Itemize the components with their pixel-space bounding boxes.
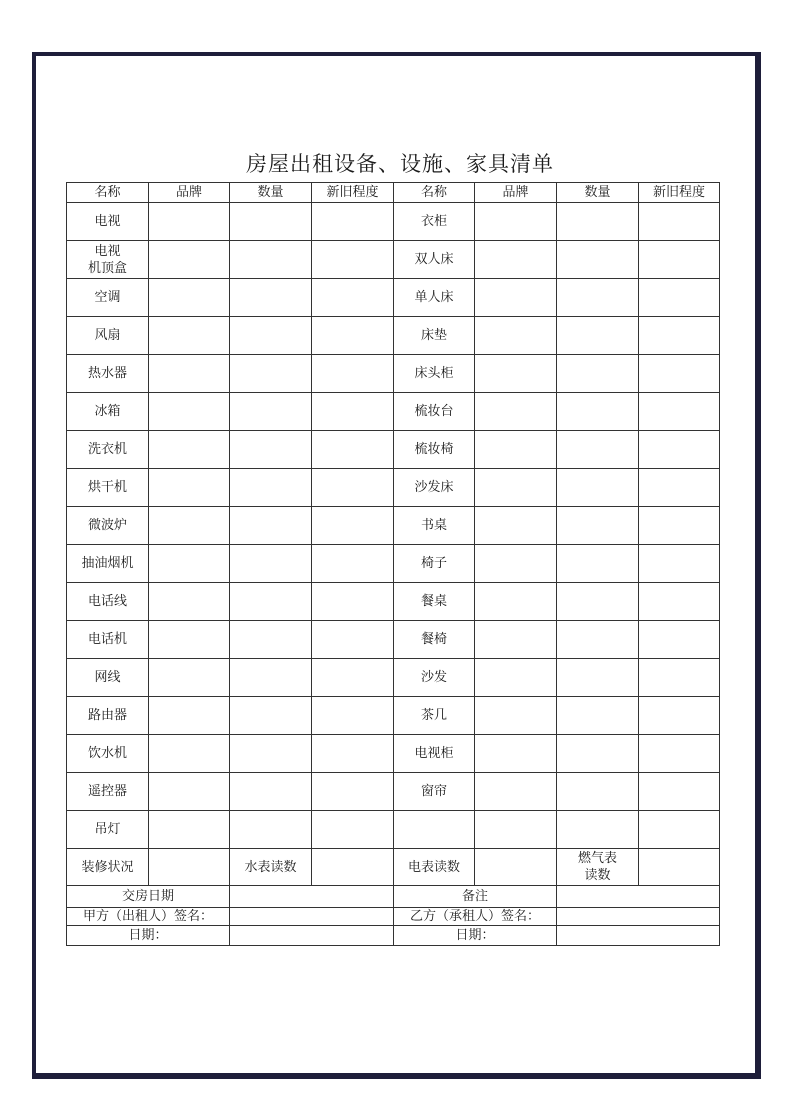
signature-row bbox=[67, 908, 720, 926]
item-name-right: 床垫 bbox=[394, 317, 475, 355]
item-name-right: 窗帘 bbox=[394, 773, 475, 811]
quantity-field[interactable] bbox=[230, 203, 312, 241]
condition-field[interactable] bbox=[312, 393, 394, 431]
condition-field[interactable] bbox=[639, 773, 720, 811]
header-cell: 品牌 bbox=[149, 183, 230, 203]
item-name-left: 遥控器 bbox=[67, 773, 149, 811]
quantity-field[interactable] bbox=[557, 241, 639, 279]
item-name-left: 微波炉 bbox=[67, 507, 149, 545]
brand-field[interactable] bbox=[149, 241, 230, 279]
quantity-field[interactable] bbox=[230, 469, 312, 507]
header-cell: 新旧程度 bbox=[639, 183, 720, 203]
condition-field[interactable] bbox=[639, 317, 720, 355]
quantity-field[interactable] bbox=[230, 735, 312, 773]
condition-field[interactable] bbox=[312, 241, 394, 279]
condition-field[interactable] bbox=[639, 735, 720, 773]
condition-field[interactable] bbox=[312, 583, 394, 621]
brand-field[interactable] bbox=[475, 507, 557, 545]
item-name-right: 床头柜 bbox=[394, 355, 475, 393]
header-cell: 名称 bbox=[67, 183, 149, 203]
condition-field[interactable] bbox=[639, 241, 720, 279]
table-row bbox=[67, 545, 720, 583]
brand-field[interactable] bbox=[475, 545, 557, 583]
header-cell: 新旧程度 bbox=[312, 183, 394, 203]
header-cell: 名称 bbox=[394, 183, 475, 203]
table-row bbox=[67, 203, 720, 241]
header-cell: 数量 bbox=[557, 183, 639, 203]
party-b-date-label: 日期： bbox=[394, 926, 557, 946]
condition-field[interactable] bbox=[639, 279, 720, 317]
quantity-field[interactable] bbox=[230, 583, 312, 621]
table-row bbox=[67, 659, 720, 697]
brand-field[interactable] bbox=[475, 659, 557, 697]
quantity-field[interactable] bbox=[230, 773, 312, 811]
brand-field[interactable] bbox=[149, 545, 230, 583]
quantity-field[interactable] bbox=[557, 659, 639, 697]
date-row bbox=[67, 926, 720, 946]
table-row bbox=[67, 279, 720, 317]
condition-field[interactable] bbox=[312, 735, 394, 773]
table-row bbox=[67, 583, 720, 621]
brand-field[interactable] bbox=[149, 697, 230, 735]
quantity-field[interactable] bbox=[557, 393, 639, 431]
table-row bbox=[67, 317, 720, 355]
condition-field[interactable] bbox=[312, 545, 394, 583]
table-row bbox=[67, 507, 720, 545]
water-meter-field[interactable] bbox=[312, 849, 394, 886]
brand-field[interactable] bbox=[149, 659, 230, 697]
condition-field[interactable] bbox=[312, 469, 394, 507]
quantity-field[interactable] bbox=[557, 773, 639, 811]
item-name-left: 饮水机 bbox=[67, 735, 149, 773]
table-row bbox=[67, 431, 720, 469]
quantity-field[interactable] bbox=[557, 469, 639, 507]
item-name-left: 风扇 bbox=[67, 317, 149, 355]
item-name-left: 网线 bbox=[67, 659, 149, 697]
quantity-field[interactable] bbox=[557, 203, 639, 241]
condition-field[interactable] bbox=[312, 621, 394, 659]
brand-field[interactable] bbox=[149, 735, 230, 773]
electric-meter-field[interactable] bbox=[475, 849, 557, 886]
condition-field[interactable] bbox=[639, 659, 720, 697]
handover-date-field[interactable] bbox=[230, 886, 394, 908]
item-name-left: 抽油烟机 bbox=[67, 545, 149, 583]
item-name-right: 沙发床 bbox=[394, 469, 475, 507]
brand-field[interactable] bbox=[149, 811, 230, 849]
table-row bbox=[67, 241, 720, 279]
item-name-left: 电话线 bbox=[67, 583, 149, 621]
quantity-field[interactable] bbox=[230, 507, 312, 545]
brand-field[interactable] bbox=[149, 431, 230, 469]
item-name-right: 电视柜 bbox=[394, 735, 475, 773]
table-row bbox=[67, 621, 720, 659]
item-name-right: 椅子 bbox=[394, 545, 475, 583]
item-name-left: 烘干机 bbox=[67, 469, 149, 507]
decoration-field[interactable] bbox=[149, 849, 230, 886]
electric-meter-label: 电表读数 bbox=[394, 849, 475, 886]
condition-field[interactable] bbox=[639, 203, 720, 241]
quantity-field[interactable] bbox=[557, 811, 639, 849]
brand-field[interactable] bbox=[475, 469, 557, 507]
condition-field[interactable] bbox=[312, 507, 394, 545]
quantity-field[interactable] bbox=[557, 697, 639, 735]
party-b-signature-field[interactable] bbox=[557, 908, 720, 926]
quantity-field[interactable] bbox=[230, 393, 312, 431]
item-name-left: 冰箱 bbox=[67, 393, 149, 431]
remarks-label: 备注 bbox=[394, 886, 557, 908]
table-row bbox=[67, 811, 720, 849]
table-row bbox=[67, 393, 720, 431]
item-name-left: 吊灯 bbox=[67, 811, 149, 849]
party-a-date-label: 日期： bbox=[67, 926, 230, 946]
gas-meter-label: 燃气表 读数 bbox=[557, 849, 639, 886]
item-name-left: 电视 bbox=[67, 203, 149, 241]
quantity-field[interactable] bbox=[230, 279, 312, 317]
item-name-right: 沙发 bbox=[394, 659, 475, 697]
condition-field[interactable] bbox=[639, 811, 720, 849]
item-name-left: 空调 bbox=[67, 279, 149, 317]
condition-field[interactable] bbox=[639, 469, 720, 507]
brand-field[interactable] bbox=[149, 469, 230, 507]
condition-field[interactable] bbox=[312, 355, 394, 393]
condition-field[interactable] bbox=[639, 355, 720, 393]
brand-field[interactable] bbox=[149, 583, 230, 621]
condition-field[interactable] bbox=[312, 317, 394, 355]
condition-field[interactable] bbox=[639, 431, 720, 469]
header-row bbox=[67, 183, 720, 203]
brand-field[interactable] bbox=[475, 621, 557, 659]
brand-field[interactable] bbox=[475, 393, 557, 431]
item-name-right: 衣柜 bbox=[394, 203, 475, 241]
condition-field[interactable] bbox=[312, 811, 394, 849]
condition-field[interactable] bbox=[639, 621, 720, 659]
item-name-right: 单人床 bbox=[394, 279, 475, 317]
table-row bbox=[67, 355, 720, 393]
brand-field[interactable] bbox=[149, 621, 230, 659]
brand-field[interactable] bbox=[475, 431, 557, 469]
item-name-right: 餐桌 bbox=[394, 583, 475, 621]
brand-field[interactable] bbox=[475, 203, 557, 241]
brand-field[interactable] bbox=[475, 241, 557, 279]
brand-field[interactable] bbox=[149, 355, 230, 393]
quantity-field[interactable] bbox=[230, 697, 312, 735]
quantity-field[interactable] bbox=[230, 659, 312, 697]
party-b-date-field[interactable] bbox=[557, 926, 720, 946]
item-name-right bbox=[394, 811, 475, 849]
brand-field[interactable] bbox=[149, 507, 230, 545]
quantity-field[interactable] bbox=[230, 355, 312, 393]
condition-field[interactable] bbox=[312, 279, 394, 317]
condition-field[interactable] bbox=[639, 697, 720, 735]
table-row bbox=[67, 735, 720, 773]
table-row bbox=[67, 773, 720, 811]
item-name-right: 茶几 bbox=[394, 697, 475, 735]
item-name-left: 电视 机顶盒 bbox=[67, 241, 149, 279]
item-name-right: 餐椅 bbox=[394, 621, 475, 659]
item-name-right: 梳妆台 bbox=[394, 393, 475, 431]
brand-field[interactable] bbox=[475, 583, 557, 621]
item-name-right: 梳妆椅 bbox=[394, 431, 475, 469]
condition-field[interactable] bbox=[312, 697, 394, 735]
condition-field[interactable] bbox=[312, 431, 394, 469]
quantity-field[interactable] bbox=[557, 279, 639, 317]
quantity-field[interactable] bbox=[557, 621, 639, 659]
condition-field[interactable] bbox=[312, 203, 394, 241]
brand-field[interactable] bbox=[475, 773, 557, 811]
quantity-field[interactable] bbox=[557, 507, 639, 545]
item-name-right: 书桌 bbox=[394, 507, 475, 545]
condition-field[interactable] bbox=[639, 583, 720, 621]
quantity-field[interactable] bbox=[557, 355, 639, 393]
condition-field[interactable] bbox=[639, 545, 720, 583]
item-name-left: 热水器 bbox=[67, 355, 149, 393]
condition-field[interactable] bbox=[639, 507, 720, 545]
quantity-field[interactable] bbox=[230, 811, 312, 849]
condition-field[interactable] bbox=[312, 659, 394, 697]
table-row bbox=[67, 469, 720, 507]
gas-meter-field[interactable] bbox=[639, 849, 720, 886]
brand-field[interactable] bbox=[149, 279, 230, 317]
party-b-signature-label: 乙方（承租人）签名： bbox=[394, 908, 557, 926]
header-cell: 品牌 bbox=[475, 183, 557, 203]
quantity-field[interactable] bbox=[230, 317, 312, 355]
item-name-left: 电话机 bbox=[67, 621, 149, 659]
brand-field[interactable] bbox=[475, 317, 557, 355]
brand-field[interactable] bbox=[149, 773, 230, 811]
quantity-field[interactable] bbox=[557, 545, 639, 583]
brand-field[interactable] bbox=[475, 697, 557, 735]
party-a-date-field[interactable] bbox=[230, 926, 394, 946]
brand-field[interactable] bbox=[149, 203, 230, 241]
water-meter-label: 水表读数 bbox=[230, 849, 312, 886]
party-a-signature-field[interactable] bbox=[230, 908, 394, 926]
header-cell: 数量 bbox=[230, 183, 312, 203]
brand-field[interactable] bbox=[149, 317, 230, 355]
handover-row bbox=[67, 886, 720, 908]
decoration-label: 装修状况 bbox=[67, 849, 149, 886]
quantity-field[interactable] bbox=[230, 545, 312, 583]
quantity-field[interactable] bbox=[230, 241, 312, 279]
quantity-field[interactable] bbox=[557, 431, 639, 469]
quantity-field[interactable] bbox=[557, 583, 639, 621]
party-a-signature-label: 甲方（出租人）签名： bbox=[67, 908, 230, 926]
condition-field[interactable] bbox=[312, 773, 394, 811]
handover-date-label: 交房日期 bbox=[67, 886, 230, 908]
document-title: 房屋出租设备、设施、家具清单 bbox=[246, 152, 554, 176]
quantity-field[interactable] bbox=[557, 317, 639, 355]
brand-field[interactable] bbox=[475, 735, 557, 773]
quantity-field[interactable] bbox=[557, 735, 639, 773]
remarks-field[interactable] bbox=[557, 886, 720, 908]
readings-row bbox=[67, 849, 720, 886]
item-name-right: 双人床 bbox=[394, 241, 475, 279]
quantity-field[interactable] bbox=[230, 431, 312, 469]
brand-field[interactable] bbox=[475, 279, 557, 317]
brand-field[interactable] bbox=[475, 811, 557, 849]
quantity-field[interactable] bbox=[230, 621, 312, 659]
brand-field[interactable] bbox=[475, 355, 557, 393]
item-name-left: 路由器 bbox=[67, 697, 149, 735]
table-row bbox=[67, 697, 720, 735]
condition-field[interactable] bbox=[639, 393, 720, 431]
inventory-table bbox=[66, 182, 720, 946]
item-name-left: 洗衣机 bbox=[67, 431, 149, 469]
brand-field[interactable] bbox=[149, 393, 230, 431]
